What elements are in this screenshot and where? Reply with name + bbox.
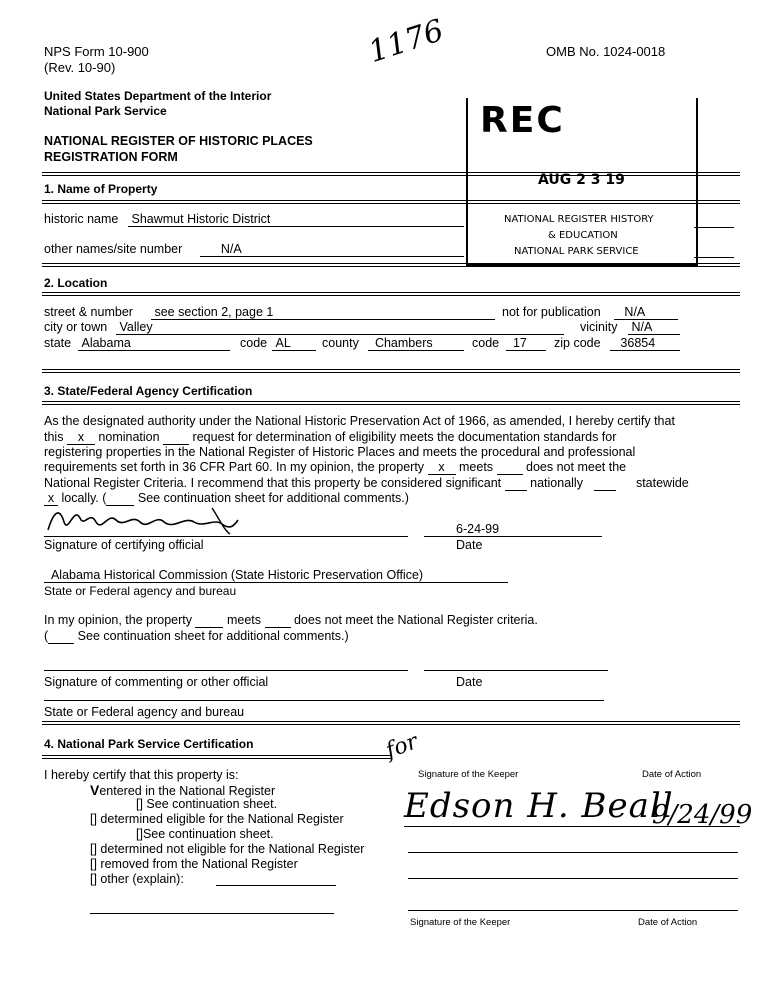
keeper-signature-line xyxy=(404,826,740,827)
cert-text: nationally xyxy=(530,476,583,490)
stamp-line1: NATIONAL REGISTER HISTORY xyxy=(504,214,654,225)
opinion-does-not-meet-checkbox[interactable] xyxy=(265,613,291,628)
comment-agency-line xyxy=(44,700,604,701)
statewide-checkbox[interactable] xyxy=(594,476,616,491)
cert-line4 xyxy=(44,460,626,475)
historic-name-value: Shawmut Historic District xyxy=(131,212,271,226)
zip-field[interactable] xyxy=(610,336,680,351)
certifying-signature-label: Signature of certifying official xyxy=(44,538,204,552)
cert-text: National Register Criteria. I recommend that this property be considered significant xyxy=(44,476,502,490)
omb-number: OMB No. 1024-0018 xyxy=(546,44,666,59)
comment-date-line xyxy=(424,670,608,671)
state-label: state xyxy=(44,336,72,350)
state-code-field[interactable] xyxy=(272,336,316,351)
cert-line1: As the designated authority under the National Historic Preservation Act of 1966, as amended, I hereby certify that xyxy=(44,414,675,428)
certifying-signature xyxy=(44,500,244,540)
zip-label: zip code xyxy=(554,336,601,350)
cert-text: meets xyxy=(226,613,262,627)
cert-text: does not meet the xyxy=(526,460,627,474)
form-title-line2: REGISTRATION FORM xyxy=(44,150,178,164)
nps-intro: I hereby certify that this property is: xyxy=(44,768,239,782)
nomination-checkbox[interactable] xyxy=(67,430,95,445)
county-code-value: 17 xyxy=(512,336,527,350)
does-not-meet-checkbox[interactable] xyxy=(497,460,523,475)
state-value: Alabama xyxy=(81,336,131,350)
check-mark-icon: V xyxy=(90,782,100,798)
meets-mark: x xyxy=(438,460,445,474)
county-field[interactable] xyxy=(368,336,464,351)
cert-line2 xyxy=(44,430,616,445)
opinion-meets-checkbox[interactable] xyxy=(195,613,223,628)
city-label: city or town xyxy=(44,320,108,334)
cert-line3: registering properties in the National Register of Historic Places and meets the procedural and professional xyxy=(44,445,636,459)
divider xyxy=(42,263,740,267)
street-value: see section 2, page 1 xyxy=(154,305,274,319)
option-removed[interactable]: [] removed from the National Register xyxy=(90,857,298,871)
divider xyxy=(42,172,740,176)
department-name: United States Department of the Interior xyxy=(44,89,272,103)
divider xyxy=(42,721,740,725)
not-for-publication-label: not for publication xyxy=(502,305,601,319)
cert-text: In my opinion, the property xyxy=(44,613,192,627)
nationally-checkbox[interactable] xyxy=(505,476,527,491)
divider xyxy=(42,200,740,204)
zip-value: 36854 xyxy=(620,336,656,350)
section4-heading: 4. National Park Service Certification xyxy=(44,737,254,751)
keeper-line xyxy=(408,852,738,853)
request-checkbox[interactable] xyxy=(163,430,189,445)
option-other[interactable]: [] other (explain): xyxy=(90,872,184,886)
vicinity-field[interactable] xyxy=(628,320,680,335)
cert-text: nomination xyxy=(98,430,160,444)
county-code-label: code xyxy=(472,336,500,350)
comment-signature-line xyxy=(44,670,408,671)
certifying-date-value: 6-24-99 xyxy=(456,522,500,536)
agency-field[interactable] xyxy=(44,568,508,583)
field-line xyxy=(694,257,734,258)
keeper-signature-label-2: Signature of the Keeper xyxy=(410,917,511,928)
historic-name-field[interactable] xyxy=(128,212,464,227)
city-field[interactable] xyxy=(116,320,564,335)
state-code-label: code xyxy=(240,336,268,350)
cert-text: meets xyxy=(459,460,494,474)
locally-mark: x xyxy=(47,491,55,505)
opinion-line2 xyxy=(44,629,349,644)
option-eligible-continuation[interactable]: []See continuation sheet. xyxy=(136,827,274,841)
vicinity-label: vicinity xyxy=(580,320,618,334)
county-code-field[interactable] xyxy=(506,336,546,351)
keeper-signature: Edson H. Beall xyxy=(404,786,674,826)
option-label: entered in the National Register xyxy=(99,784,276,798)
keeper-date-label-2: Date of Action xyxy=(638,917,698,928)
divider xyxy=(42,755,392,759)
keeper-line xyxy=(408,878,738,879)
other-names-field[interactable] xyxy=(200,242,464,257)
nomination-mark: x xyxy=(77,430,85,444)
other-names-value: N/A xyxy=(220,242,242,256)
agency-value: Alabama Historical Commission (State Historic Preservation Office) xyxy=(50,568,424,582)
cert-text: See continuation sheet for additional comments.) xyxy=(77,629,349,643)
street-field[interactable] xyxy=(151,305,495,320)
state-field[interactable] xyxy=(78,336,230,351)
form-revision: (Rev. 10-90) xyxy=(44,60,116,75)
comment-signature-label: Signature of commenting or other official xyxy=(44,675,269,689)
stamp-date: AUG 2 3 19 xyxy=(538,172,625,188)
handwritten-number: 1176 xyxy=(364,13,448,70)
opinion-line1 xyxy=(44,613,538,628)
certifying-date-label: Date xyxy=(456,538,483,552)
comment-agency-label: State or Federal agency and bureau xyxy=(44,705,245,719)
option-entered[interactable] xyxy=(90,782,275,798)
stamp-line3: NATIONAL PARK SERVICE xyxy=(514,246,639,257)
county-label: county xyxy=(322,336,359,350)
form-number: NPS Form 10-900 xyxy=(44,44,149,59)
section2-heading: 2. Location xyxy=(44,276,108,290)
service-name: National Park Service xyxy=(44,104,167,118)
meets-checkbox[interactable] xyxy=(428,460,456,475)
cert-text: requirements set forth in 36 CFR Part 60. In my opinion, the property xyxy=(44,460,425,474)
agency-label: State or Federal agency and bureau xyxy=(44,584,237,598)
keeper-line xyxy=(408,910,738,911)
date-line xyxy=(424,536,602,537)
vicinity-value: N/A xyxy=(631,320,653,334)
section1-heading: 1. Name of Property xyxy=(44,182,158,196)
cert-text: does not meet the National Register criteria. xyxy=(293,613,538,627)
other-explain-line-2 xyxy=(90,913,334,914)
option-eligible[interactable]: [] determined eligible for the National Register xyxy=(90,812,344,826)
received-stamp xyxy=(466,98,698,266)
cert-text: this xyxy=(44,430,64,444)
keeper-action-date: 9/24/99 xyxy=(652,800,753,830)
signature-line xyxy=(44,536,408,537)
city-value: Valley xyxy=(119,320,153,334)
section3-heading: 3. State/Federal Agency Certification xyxy=(44,384,253,398)
cert-line5 xyxy=(44,476,689,491)
keeper-date-label: Date of Action xyxy=(642,769,702,780)
option-entered-continuation[interactable]: [] See continuation sheet. xyxy=(136,797,278,811)
street-label: street & number xyxy=(44,305,133,319)
keeper-for-note: for xyxy=(382,729,422,764)
other-explain-line xyxy=(216,885,336,886)
historic-name-label: historic name xyxy=(44,212,119,226)
option-not-eligible[interactable]: [] determined not eligible for the National Register xyxy=(90,842,365,856)
divider xyxy=(42,369,740,373)
divider xyxy=(42,401,740,405)
not-for-publication-field[interactable] xyxy=(614,305,678,320)
comment-date-label: Date xyxy=(456,675,483,689)
keeper-signature-label: Signature of the Keeper xyxy=(418,769,519,780)
opinion-continuation-checkbox[interactable] xyxy=(48,629,74,644)
cert-text: ( xyxy=(44,629,49,643)
cert-text: request for determination of eligibility meets the documentation standards for xyxy=(192,430,617,444)
field-line xyxy=(694,227,734,228)
not-for-publication-value: N/A xyxy=(624,305,646,319)
state-code-value: AL xyxy=(275,336,291,350)
divider xyxy=(42,292,740,296)
cert-text: See continuation sheet for additional comments.) xyxy=(137,491,409,505)
stamp-line2: & EDUCATION xyxy=(548,230,618,241)
county-value: Chambers xyxy=(374,336,433,350)
stamp-rec: REC xyxy=(480,100,565,141)
cert-text: locally. ( xyxy=(61,491,107,505)
other-names-label: other names/site number xyxy=(44,242,183,256)
cert-text: statewide xyxy=(635,476,689,490)
form-title-line1: NATIONAL REGISTER OF HISTORIC PLACES xyxy=(44,134,313,148)
